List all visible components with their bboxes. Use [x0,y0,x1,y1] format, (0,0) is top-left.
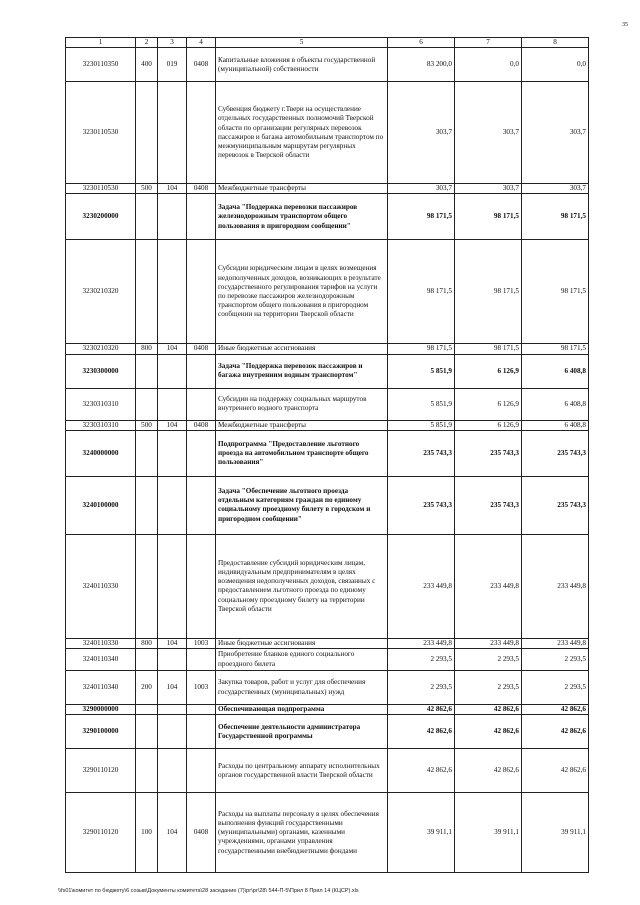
row-value-6: 98 171,5 [388,194,455,240]
row-col-2 [136,715,158,749]
row-value-6: 5 851,9 [388,388,455,420]
row-col-2 [136,749,158,793]
table-row [66,184,589,194]
row-value-7: 235 743,3 [455,430,522,476]
table-row [66,749,589,793]
row-col-3 [158,194,187,240]
row-value-7: 2 293,5 [455,649,522,671]
row-col-4: 1003 [187,638,216,648]
table-row [66,705,589,715]
row-name: Межбюджетные трансферты [216,420,388,430]
table-row [66,476,589,534]
table-header-row [66,38,589,48]
row-col-4 [187,534,216,638]
row-name: Обеспечивающая подпрограмма [216,705,388,715]
row-value-8: 235 743,3 [522,430,589,476]
row-code: 3230110350 [66,48,136,82]
row-name: Предоставление субсидий юридическим лицам, индивидуальным предпринимателям в целях возмещения недополученных доходов, связанных с предоставлением льготного проезда по единому социальному проездному билету на территории Тверской области [216,534,388,638]
table-row [66,194,589,240]
row-col-4 [187,354,216,388]
row-col-4 [187,240,216,344]
row-name: Субсидии на поддержку социальных маршрутов внутреннего водного транспорта [216,388,388,420]
row-value-8: 235 743,3 [522,476,589,534]
row-value-6: 303,7 [388,82,455,184]
row-col-2: 100 [136,793,158,873]
row-col-3 [158,354,187,388]
row-value-7: 235 743,3 [455,476,522,534]
row-code: 3230200000 [66,194,136,240]
row-code: 3290110120 [66,793,136,873]
row-col-3: 104 [158,638,187,648]
row-name: Иные бюджетные ассигнования [216,344,388,354]
row-col-4 [187,82,216,184]
row-col-2 [136,534,158,638]
row-value-8: 6 408,8 [522,420,589,430]
table-row [66,649,589,671]
table-row [66,388,589,420]
row-col-4 [187,430,216,476]
row-col-4 [187,194,216,240]
row-value-6: 235 743,3 [388,476,455,534]
row-col-2: 500 [136,420,158,430]
budget-table [65,37,589,873]
row-col-4: 1003 [187,671,216,705]
row-name: Межбюджетные трансферты [216,184,388,194]
row-value-8: 39 911,1 [522,793,589,873]
column-header: 4 [187,38,216,48]
table-row [66,638,589,648]
page-number: 35 [622,22,628,28]
row-name: Расходы по центральному аппарату исполнительных органов государственной власти Тверской области [216,749,388,793]
row-col-3: 104 [158,420,187,430]
column-header: 1 [66,38,136,48]
row-code: 3230110530 [66,184,136,194]
row-value-7: 0,0 [455,48,522,82]
row-col-2 [136,354,158,388]
row-col-3 [158,649,187,671]
row-value-8: 98 171,5 [522,344,589,354]
row-value-7: 98 171,5 [455,240,522,344]
row-value-6: 42 862,6 [388,705,455,715]
row-name: Субвенция бюджету г.Твери на осуществление отдельных государственных полномочий Тверской области по организации регулярных перевозок пассажиров и багажа автомобильным транспортом по межмуниципальным маршрутам регулярных перевозок в Тверской области [216,82,388,184]
row-code: 3230300000 [66,354,136,388]
row-value-6: 233 449,8 [388,638,455,648]
column-header: 5 [216,38,388,48]
row-col-2: 200 [136,671,158,705]
row-code: 3230110530 [66,82,136,184]
table-row [66,793,589,873]
row-code: 3230210320 [66,240,136,344]
row-value-8: 303,7 [522,82,589,184]
column-header: 3 [158,38,187,48]
row-value-7: 2 293,5 [455,671,522,705]
column-header: 6 [388,38,455,48]
row-col-4 [187,388,216,420]
row-col-2 [136,194,158,240]
row-col-3: 104 [158,671,187,705]
row-value-6: 2 293,5 [388,649,455,671]
row-col-4 [187,715,216,749]
row-name: Расходы на выплаты персоналу в целях обеспечения выполнения функций государственными (муниципальными) органами, казенными учреждениями, органами управления государственными внебюджетными фондами [216,793,388,873]
table-row [66,671,589,705]
row-col-3: 104 [158,793,187,873]
row-value-8: 42 862,6 [522,749,589,793]
column-header: 8 [522,38,589,48]
row-col-3 [158,430,187,476]
row-col-4 [187,476,216,534]
row-code: 3290000000 [66,705,136,715]
row-value-6: 98 171,5 [388,344,455,354]
row-value-8: 2 293,5 [522,671,589,705]
row-col-4 [187,649,216,671]
row-col-2: 400 [136,48,158,82]
row-col-2 [136,240,158,344]
row-code: 3240000000 [66,430,136,476]
table-row [66,240,589,344]
row-value-8: 42 862,6 [522,715,589,749]
row-col-2 [136,476,158,534]
row-name: Задача "Поддержка перевозок пассажиров и багажа внутренним водным транспортом" [216,354,388,388]
table-row [66,48,589,82]
row-col-3 [158,476,187,534]
row-name: Задача "Обеспечение льготного проезда отдельным категориям граждан по единому социальному проездному билету в городском и пригородном сообщении" [216,476,388,534]
row-name: Обеспечение деятельности администратора Государственной программы [216,715,388,749]
row-value-8: 0,0 [522,48,589,82]
row-value-7: 42 862,6 [455,749,522,793]
row-name: Капитальные вложения в объекты государственной (муниципальной) собственности [216,48,388,82]
row-code: 3230310310 [66,388,136,420]
table-row [66,430,589,476]
row-col-2 [136,705,158,715]
column-header: 7 [455,38,522,48]
row-value-8: 233 449,8 [522,638,589,648]
row-col-3 [158,240,187,344]
row-value-6: 42 862,6 [388,749,455,793]
table-row [66,354,589,388]
row-value-6: 233 449,8 [388,534,455,638]
row-code: 3230210320 [66,344,136,354]
row-col-4: 0408 [187,48,216,82]
row-col-2: 800 [136,638,158,648]
row-value-7: 98 171,5 [455,194,522,240]
row-value-6: 98 171,5 [388,240,455,344]
row-code: 3230310310 [66,420,136,430]
row-code: 3290100000 [66,715,136,749]
table-row [66,344,589,354]
row-name: Подпрограмма "Предоставление льготного проезда на автомобильном транспорте общего пользования" [216,430,388,476]
row-code: 3240110340 [66,649,136,671]
table-row [66,82,589,184]
row-value-6: 39 911,1 [388,793,455,873]
row-name: Закупка товаров, работ и услуг для обеспечения государственных (муниципальных) нужд [216,671,388,705]
row-value-6: 42 862,6 [388,715,455,749]
row-col-3: 019 [158,48,187,82]
row-col-2 [136,82,158,184]
row-col-3: 104 [158,344,187,354]
table-row [66,715,589,749]
row-value-6: 235 743,3 [388,430,455,476]
table-body [66,48,589,873]
row-col-4: 0408 [187,184,216,194]
row-col-3: 104 [158,184,187,194]
row-code: 3240110340 [66,671,136,705]
row-value-8: 303,7 [522,184,589,194]
row-value-6: 5 851,9 [388,354,455,388]
row-value-7: 233 449,8 [455,638,522,648]
row-col-4: 0408 [187,420,216,430]
row-col-4 [187,705,216,715]
row-value-6: 303,7 [388,184,455,194]
row-value-8: 98 171,5 [522,194,589,240]
row-col-2 [136,388,158,420]
row-col-4: 0408 [187,793,216,873]
file-path-footer: \\fs01\комитет по бюджету\6 созыв\Документы комитета\28 заседание (7)\рг\рг\28\ 544-П-5\Прил 8 Прил 14 (КЦСР).xls [58,888,359,894]
row-value-8: 6 408,8 [522,354,589,388]
row-value-7: 39 911,1 [455,793,522,873]
row-value-7: 303,7 [455,82,522,184]
row-value-8: 42 862,6 [522,705,589,715]
row-value-7: 98 171,5 [455,344,522,354]
row-col-3 [158,715,187,749]
row-code: 3240110330 [66,534,136,638]
table-row [66,534,589,638]
row-value-7: 303,7 [455,184,522,194]
row-value-7: 6 126,9 [455,354,522,388]
row-value-6: 83 200,0 [388,48,455,82]
row-col-3 [158,749,187,793]
row-value-7: 233 449,8 [455,534,522,638]
row-value-7: 6 126,9 [455,388,522,420]
row-value-8: 6 408,8 [522,388,589,420]
row-code: 3290110120 [66,749,136,793]
row-name: Иные бюджетные ассигнования [216,638,388,648]
row-col-3 [158,82,187,184]
row-col-4: 0408 [187,344,216,354]
row-col-2 [136,430,158,476]
row-col-2: 800 [136,344,158,354]
row-col-3 [158,534,187,638]
row-value-7: 42 862,6 [455,705,522,715]
row-col-3 [158,705,187,715]
table-row [66,420,589,430]
row-code: 3240110330 [66,638,136,648]
row-col-2 [136,649,158,671]
column-header: 2 [136,38,158,48]
row-col-3 [158,388,187,420]
row-col-2: 500 [136,184,158,194]
row-value-7: 6 126,9 [455,420,522,430]
row-name: Приобретение бланков единого социального проездного билета [216,649,388,671]
row-value-7: 42 862,6 [455,715,522,749]
row-name: Субсидии юридическим лицам в целях возмещения недополученных доходов, возникающих в результате государственного регулирования тарифов на услуги по перевозке пассажиров железнодорожным транспортом общего пользования в пригородном сообщении на территории Тверской области [216,240,388,344]
row-code: 3240100000 [66,476,136,534]
row-value-6: 5 851,9 [388,420,455,430]
row-value-8: 98 171,5 [522,240,589,344]
row-name: Задача "Поддержка перевозки пассажиров железнодорожным транспортом общего пользования в пригородном сообщении" [216,194,388,240]
row-value-8: 2 293,5 [522,649,589,671]
row-value-6: 2 293,5 [388,671,455,705]
row-col-4 [187,749,216,793]
row-value-8: 233 449,8 [522,534,589,638]
